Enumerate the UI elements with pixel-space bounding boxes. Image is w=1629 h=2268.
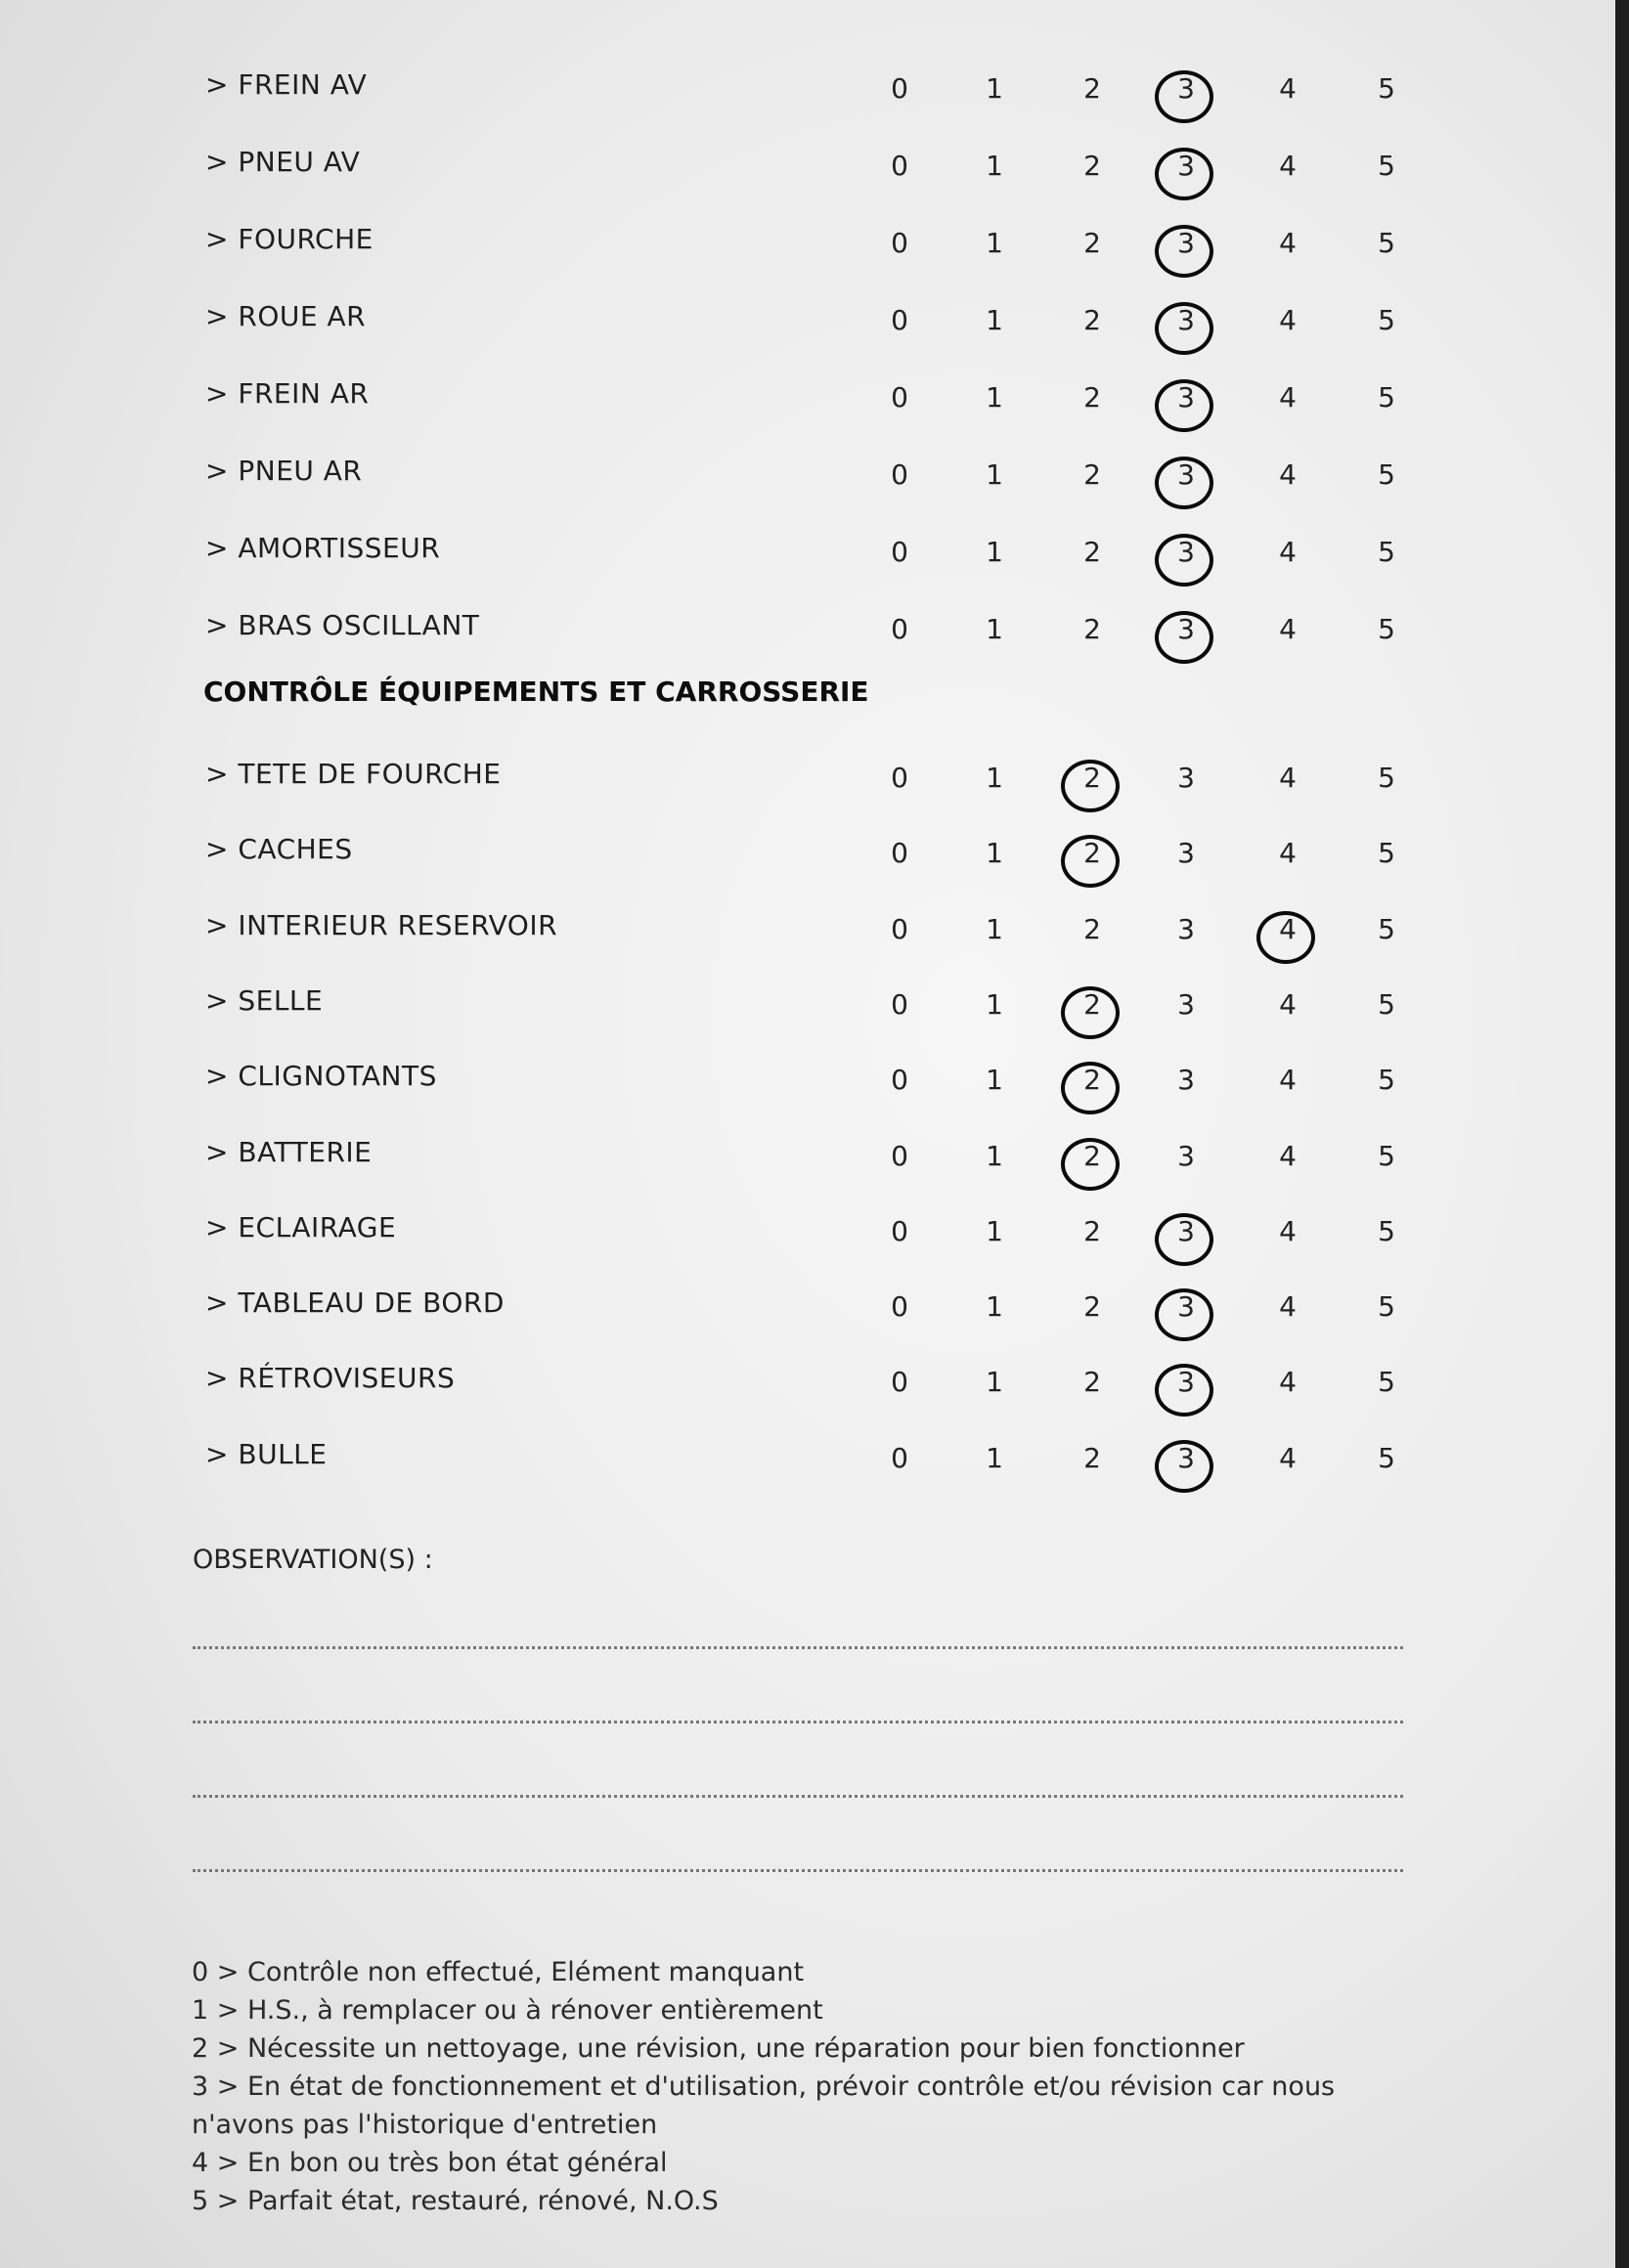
rating-option-0[interactable] bbox=[880, 381, 919, 414]
rating-option-5[interactable] bbox=[1367, 1442, 1406, 1474]
rating-option-value: 4 bbox=[1279, 1441, 1297, 1474]
rating-option-value: 3 bbox=[1177, 1064, 1195, 1097]
rating-option-5[interactable] bbox=[1367, 988, 1406, 1021]
rating-option-1[interactable] bbox=[975, 1140, 1014, 1172]
rating-option-0[interactable] bbox=[880, 1290, 919, 1323]
rating-row bbox=[0, 825, 1615, 884]
rating-row-label: > ECLAIRAGE bbox=[205, 1210, 397, 1243]
rating-option-value: 0 bbox=[891, 381, 908, 414]
selection-circle bbox=[1155, 1288, 1213, 1341]
rating-option-0[interactable] bbox=[880, 762, 919, 794]
rating-option-value: 1 bbox=[986, 1139, 1003, 1172]
rating-option-value: 1 bbox=[986, 912, 1003, 945]
rating-option-2[interactable] bbox=[1073, 458, 1112, 491]
rating-option-value: 2 bbox=[1083, 150, 1101, 182]
rating-option-0[interactable] bbox=[880, 458, 919, 491]
rating-option-3[interactable] bbox=[1167, 613, 1206, 645]
rating-option-value: 5 bbox=[1378, 1290, 1395, 1324]
rating-option-4[interactable] bbox=[1268, 381, 1307, 414]
rating-option-5[interactable] bbox=[1367, 227, 1406, 259]
rating-option-4[interactable] bbox=[1268, 762, 1307, 794]
rating-option-value: 1 bbox=[986, 227, 1003, 259]
rating-row bbox=[0, 1052, 1615, 1111]
rating-option-value: 3 bbox=[1177, 72, 1195, 105]
rating-option-value: 0 bbox=[891, 1290, 908, 1324]
rating-option-value: 0 bbox=[891, 987, 908, 1021]
rating-option-value: 5 bbox=[1378, 72, 1395, 105]
rating-option-4[interactable] bbox=[1268, 1290, 1307, 1323]
rating-option-value: 4 bbox=[1279, 381, 1297, 414]
rating-option-1[interactable] bbox=[975, 837, 1014, 869]
rating-option-value: 0 bbox=[891, 1441, 908, 1474]
legend-line: n'avons pas l'historique d'entretien bbox=[192, 2110, 658, 2140]
rating-row-label: > PNEU AV bbox=[205, 146, 361, 178]
rating-option-2[interactable] bbox=[1073, 304, 1112, 336]
rating-option-value: 0 bbox=[891, 613, 908, 645]
rating-option-1[interactable] bbox=[975, 458, 1014, 491]
rating-option-value: 3 bbox=[1177, 227, 1195, 259]
rating-option-value: 0 bbox=[891, 227, 908, 259]
rating-option-3[interactable] bbox=[1167, 837, 1206, 869]
rating-option-1[interactable] bbox=[975, 72, 1014, 105]
rating-option-value: 0 bbox=[891, 1064, 908, 1097]
rating-option-5[interactable] bbox=[1367, 1366, 1406, 1398]
rating-option-value: 5 bbox=[1378, 227, 1395, 259]
rating-option-0[interactable] bbox=[880, 150, 919, 182]
rating-option-value: 3 bbox=[1177, 536, 1195, 568]
rating-option-2[interactable] bbox=[1073, 762, 1112, 794]
rating-option-value: 1 bbox=[986, 1366, 1003, 1399]
rating-option-3[interactable] bbox=[1167, 1064, 1206, 1096]
rating-option-4[interactable] bbox=[1268, 1140, 1307, 1172]
rating-row bbox=[0, 1279, 1615, 1337]
rating-option-value: 5 bbox=[1378, 1064, 1395, 1097]
rating-option-1[interactable] bbox=[975, 536, 1014, 568]
rating-option-value: 1 bbox=[986, 304, 1003, 336]
rating-row bbox=[0, 977, 1615, 1035]
rating-option-value: 2 bbox=[1083, 536, 1101, 568]
rating-option-5[interactable] bbox=[1367, 762, 1406, 794]
rating-option-2[interactable] bbox=[1073, 72, 1112, 105]
selection-circle bbox=[1256, 911, 1315, 964]
legend-line: 1 > H.S., à remplacer ou à rénover entièrement bbox=[192, 1995, 823, 2026]
rating-option-value: 1 bbox=[986, 613, 1003, 645]
rating-row-label: > AMORTISSEUR bbox=[205, 532, 441, 564]
rating-option-value: 4 bbox=[1279, 304, 1297, 336]
selection-circle bbox=[1155, 1213, 1213, 1266]
rating-option-4[interactable] bbox=[1268, 458, 1307, 491]
rating-legend bbox=[192, 1953, 1414, 2220]
rating-option-1[interactable] bbox=[975, 1064, 1014, 1096]
rating-row bbox=[0, 447, 1615, 505]
selection-circle bbox=[1061, 1062, 1120, 1114]
rating-option-3[interactable] bbox=[1167, 1442, 1206, 1474]
rating-option-2[interactable] bbox=[1073, 913, 1112, 945]
rating-option-value: 3 bbox=[1177, 1139, 1195, 1172]
rating-option-1[interactable] bbox=[975, 150, 1014, 182]
rating-option-5[interactable] bbox=[1367, 536, 1406, 568]
rating-option-value: 0 bbox=[891, 762, 908, 794]
rating-option-value: 1 bbox=[986, 987, 1003, 1021]
selection-circle bbox=[1155, 1440, 1213, 1493]
rating-option-1[interactable] bbox=[975, 1290, 1014, 1323]
rating-option-value: 2 bbox=[1083, 1441, 1101, 1474]
rating-option-value: 3 bbox=[1177, 1366, 1195, 1399]
rating-option-value: 5 bbox=[1378, 1441, 1395, 1474]
rating-option-2[interactable] bbox=[1073, 1366, 1112, 1398]
rating-option-5[interactable] bbox=[1367, 837, 1406, 869]
rating-option-value: 3 bbox=[1177, 150, 1195, 182]
rating-option-value: 0 bbox=[891, 837, 908, 870]
rating-option-2[interactable] bbox=[1073, 1290, 1112, 1323]
rating-option-value: 1 bbox=[986, 1441, 1003, 1474]
rating-option-3[interactable] bbox=[1167, 1290, 1206, 1323]
rating-option-value: 4 bbox=[1279, 1366, 1297, 1399]
rating-option-value: 5 bbox=[1378, 762, 1395, 794]
rating-option-0[interactable] bbox=[880, 1442, 919, 1474]
rating-option-value: 1 bbox=[986, 536, 1003, 568]
rating-option-value: 2 bbox=[1083, 227, 1101, 259]
rating-option-3[interactable] bbox=[1167, 1215, 1206, 1247]
rating-option-2[interactable] bbox=[1073, 1140, 1112, 1172]
observation-line[interactable] bbox=[193, 1795, 1403, 1798]
rating-option-4[interactable] bbox=[1268, 227, 1307, 259]
rating-option-5[interactable] bbox=[1367, 613, 1406, 645]
legend-line: 3 > En état de fonctionnement et d'utilisation, prévoir contrôle et/ou révision car nous bbox=[192, 2072, 1336, 2102]
rating-option-value: 0 bbox=[891, 1139, 908, 1172]
rating-option-value: 4 bbox=[1279, 613, 1297, 645]
rating-option-value: 5 bbox=[1378, 1139, 1395, 1172]
rating-option-value: 0 bbox=[891, 1214, 908, 1247]
rating-row-label: > CLIGNOTANTS bbox=[205, 1060, 437, 1093]
rating-option-value: 0 bbox=[891, 536, 908, 568]
rating-option-5[interactable] bbox=[1367, 381, 1406, 414]
rating-option-1[interactable] bbox=[975, 913, 1014, 945]
rating-option-3[interactable] bbox=[1167, 458, 1206, 491]
rating-option-5[interactable] bbox=[1367, 304, 1406, 336]
rating-option-5[interactable] bbox=[1367, 72, 1406, 105]
rating-option-value: 4 bbox=[1279, 1290, 1297, 1324]
legend-line: 0 > Contrôle non effectué, Elément manquant bbox=[192, 1957, 805, 1987]
selection-circle bbox=[1155, 148, 1213, 200]
rating-option-1[interactable] bbox=[975, 304, 1014, 336]
observation-line[interactable] bbox=[193, 1869, 1403, 1872]
rating-option-value: 0 bbox=[891, 304, 908, 336]
rating-option-3[interactable] bbox=[1167, 381, 1206, 414]
rating-row-label: > BULLE bbox=[205, 1437, 328, 1470]
rating-option-value: 3 bbox=[1177, 1214, 1195, 1247]
rating-option-value: 4 bbox=[1279, 1139, 1297, 1172]
rating-row bbox=[0, 370, 1615, 428]
rating-option-value: 5 bbox=[1378, 304, 1395, 336]
rating-option-0[interactable] bbox=[880, 1366, 919, 1398]
rating-option-value: 3 bbox=[1177, 837, 1195, 870]
rating-option-value: 1 bbox=[986, 150, 1003, 182]
rating-option-0[interactable] bbox=[880, 304, 919, 336]
rating-option-0[interactable] bbox=[880, 1140, 919, 1172]
rating-option-3[interactable] bbox=[1167, 304, 1206, 336]
legend-line: 5 > Parfait état, restauré, rénové, N.O.S bbox=[192, 2186, 719, 2216]
rating-option-value: 1 bbox=[986, 381, 1003, 414]
rating-option-1[interactable] bbox=[975, 1366, 1014, 1398]
rating-row-label: > RÉTROVISEURS bbox=[205, 1362, 456, 1395]
rating-option-value: 5 bbox=[1378, 458, 1395, 491]
rating-row-label: > FREIN AR bbox=[205, 377, 370, 410]
rating-row-label: > ROUE AR bbox=[205, 300, 367, 332]
rating-option-5[interactable] bbox=[1367, 1215, 1406, 1247]
rating-option-3[interactable] bbox=[1167, 1366, 1206, 1398]
rating-option-5[interactable] bbox=[1367, 458, 1406, 491]
rating-option-0[interactable] bbox=[880, 227, 919, 259]
rating-option-4[interactable] bbox=[1268, 1064, 1307, 1096]
rating-option-value: 2 bbox=[1083, 1214, 1101, 1247]
rating-option-4[interactable] bbox=[1268, 837, 1307, 869]
rating-option-0[interactable] bbox=[880, 1215, 919, 1247]
rating-option-value: 5 bbox=[1378, 536, 1395, 568]
rating-option-4[interactable] bbox=[1268, 536, 1307, 568]
rating-option-3[interactable] bbox=[1167, 913, 1206, 945]
rating-row bbox=[0, 601, 1615, 660]
rating-option-4[interactable] bbox=[1268, 150, 1307, 182]
rating-option-value: 4 bbox=[1279, 150, 1297, 182]
selection-circle bbox=[1061, 986, 1120, 1039]
rating-row bbox=[0, 138, 1615, 196]
rating-row-label: > INTERIEUR RESERVOIR bbox=[205, 908, 558, 941]
rating-option-value: 5 bbox=[1378, 912, 1395, 945]
rating-option-value: 0 bbox=[891, 1366, 908, 1399]
rating-option-4[interactable] bbox=[1268, 72, 1307, 105]
rating-option-0[interactable] bbox=[880, 837, 919, 869]
rating-option-2[interactable] bbox=[1073, 1215, 1112, 1247]
observation-line[interactable] bbox=[193, 1721, 1403, 1723]
rating-option-5[interactable] bbox=[1367, 913, 1406, 945]
rating-option-value: 4 bbox=[1279, 72, 1297, 105]
rating-option-value: 2 bbox=[1083, 762, 1101, 794]
rating-option-value: 0 bbox=[891, 458, 908, 491]
rating-row bbox=[0, 1354, 1615, 1413]
rating-option-1[interactable] bbox=[975, 762, 1014, 794]
rating-option-value: 2 bbox=[1083, 987, 1101, 1021]
rating-option-0[interactable] bbox=[880, 988, 919, 1021]
table-edge bbox=[1615, 0, 1629, 2268]
rating-option-2[interactable] bbox=[1073, 227, 1112, 259]
rating-option-value: 1 bbox=[986, 762, 1003, 794]
rating-option-value: 3 bbox=[1177, 304, 1195, 336]
rating-option-value: 3 bbox=[1177, 1290, 1195, 1324]
rating-option-value: 0 bbox=[891, 150, 908, 182]
rating-option-value: 0 bbox=[891, 912, 908, 945]
rating-option-value: 3 bbox=[1177, 381, 1195, 414]
selection-circle bbox=[1155, 534, 1213, 587]
selection-circle bbox=[1061, 760, 1120, 812]
rating-option-value: 4 bbox=[1279, 837, 1297, 870]
rating-option-value: 1 bbox=[986, 458, 1003, 491]
rating-option-4[interactable] bbox=[1268, 1215, 1307, 1247]
rating-option-value: 4 bbox=[1279, 1214, 1297, 1247]
rating-option-value: 3 bbox=[1177, 613, 1195, 645]
rating-option-1[interactable] bbox=[975, 1215, 1014, 1247]
rating-option-value: 2 bbox=[1083, 1366, 1101, 1399]
rating-option-value: 5 bbox=[1378, 150, 1395, 182]
rating-row bbox=[0, 1203, 1615, 1262]
rating-option-3[interactable] bbox=[1167, 1140, 1206, 1172]
rating-option-value: 1 bbox=[986, 837, 1003, 870]
legend-line: 2 > Nécessite un nettoyage, une révision, une réparation pour bien fonctionner bbox=[192, 2033, 1245, 2064]
rating-option-0[interactable] bbox=[880, 536, 919, 568]
rating-row bbox=[0, 61, 1615, 119]
rating-row bbox=[0, 1430, 1615, 1489]
rating-option-value: 4 bbox=[1279, 458, 1297, 491]
rating-row bbox=[0, 524, 1615, 583]
rating-option-value: 4 bbox=[1279, 536, 1297, 568]
rating-option-value: 3 bbox=[1177, 912, 1195, 945]
rating-option-value: 4 bbox=[1279, 227, 1297, 259]
rating-option-value: 4 bbox=[1279, 762, 1297, 794]
rating-option-2[interactable] bbox=[1073, 381, 1112, 414]
rating-option-3[interactable] bbox=[1167, 988, 1206, 1021]
rating-option-value: 4 bbox=[1279, 1064, 1297, 1097]
rating-option-value: 5 bbox=[1378, 613, 1395, 645]
rating-option-1[interactable] bbox=[975, 381, 1014, 414]
rating-option-0[interactable] bbox=[880, 72, 919, 105]
rating-option-value: 2 bbox=[1083, 1064, 1101, 1097]
rating-option-value: 2 bbox=[1083, 1139, 1101, 1172]
rating-row-label: > TABLEAU DE BORD bbox=[205, 1287, 505, 1320]
rating-option-value: 3 bbox=[1177, 987, 1195, 1021]
rating-option-value: 2 bbox=[1083, 1290, 1101, 1324]
rating-row-label: > FOURCHE bbox=[205, 223, 374, 255]
rating-option-value: 2 bbox=[1083, 304, 1101, 336]
observation-line[interactable] bbox=[193, 1646, 1403, 1649]
rating-option-3[interactable] bbox=[1167, 762, 1206, 794]
rating-option-0[interactable] bbox=[880, 913, 919, 945]
rating-row bbox=[0, 1128, 1615, 1187]
rating-option-4[interactable] bbox=[1268, 1366, 1307, 1398]
rating-option-4[interactable] bbox=[1268, 913, 1307, 945]
rating-option-1[interactable] bbox=[975, 1442, 1014, 1474]
rating-option-value: 3 bbox=[1177, 762, 1195, 794]
rating-option-1[interactable] bbox=[975, 613, 1014, 645]
rating-option-value: 2 bbox=[1083, 837, 1101, 870]
rating-option-2[interactable] bbox=[1073, 1442, 1112, 1474]
rating-row-label: > FREIN AV bbox=[205, 68, 368, 101]
section-title-equipment: CONTRÔLE ÉQUIPEMENTS ET CARROSSERIE bbox=[203, 676, 869, 708]
rating-row-label: > SELLE bbox=[205, 983, 324, 1017]
rating-option-2[interactable] bbox=[1073, 1064, 1112, 1096]
rating-option-4[interactable] bbox=[1268, 1442, 1307, 1474]
rating-row-label: > PNEU AR bbox=[205, 455, 363, 487]
rating-option-value: 1 bbox=[986, 1214, 1003, 1247]
rating-option-value: 5 bbox=[1378, 1366, 1395, 1399]
rating-option-4[interactable] bbox=[1268, 988, 1307, 1021]
rating-option-value: 5 bbox=[1378, 1214, 1395, 1247]
rating-option-value: 3 bbox=[1177, 458, 1195, 491]
rating-option-value: 1 bbox=[986, 1290, 1003, 1324]
rating-option-5[interactable] bbox=[1367, 150, 1406, 182]
rating-option-2[interactable] bbox=[1073, 150, 1112, 182]
rating-option-value: 5 bbox=[1378, 837, 1395, 870]
rating-option-value: 2 bbox=[1083, 458, 1101, 491]
selection-circle bbox=[1155, 1364, 1213, 1417]
selection-circle bbox=[1061, 835, 1120, 888]
rating-option-5[interactable] bbox=[1367, 1140, 1406, 1172]
observations-label: OBSERVATION(S) : bbox=[193, 1545, 433, 1575]
legend-line: 4 > En bon ou très bon état général bbox=[192, 2148, 668, 2178]
rating-option-3[interactable] bbox=[1167, 150, 1206, 182]
rating-option-2[interactable] bbox=[1073, 988, 1112, 1021]
rating-option-5[interactable] bbox=[1367, 1290, 1406, 1323]
rating-row-label: > BATTERIE bbox=[205, 1135, 373, 1168]
rating-row bbox=[0, 901, 1615, 960]
rating-row-label: > TETE DE FOURCHE bbox=[205, 758, 502, 790]
rating-option-value: 2 bbox=[1083, 381, 1101, 414]
selection-circle bbox=[1155, 225, 1213, 278]
rating-option-value: 1 bbox=[986, 1064, 1003, 1097]
rating-option-3[interactable] bbox=[1167, 536, 1206, 568]
rating-option-1[interactable] bbox=[975, 988, 1014, 1021]
rating-option-value: 4 bbox=[1279, 912, 1297, 945]
rating-option-0[interactable] bbox=[880, 1064, 919, 1096]
selection-circle bbox=[1155, 379, 1213, 432]
rating-option-value: 5 bbox=[1378, 987, 1395, 1021]
rating-option-3[interactable] bbox=[1167, 72, 1206, 105]
selection-circle bbox=[1155, 302, 1213, 355]
selection-circle bbox=[1155, 611, 1213, 664]
rating-option-0[interactable] bbox=[880, 613, 919, 645]
rating-row bbox=[0, 750, 1615, 808]
rating-option-2[interactable] bbox=[1073, 613, 1112, 645]
rating-option-value: 1 bbox=[986, 72, 1003, 105]
rating-option-5[interactable] bbox=[1367, 1064, 1406, 1096]
rating-option-2[interactable] bbox=[1073, 536, 1112, 568]
selection-circle bbox=[1155, 457, 1213, 509]
rating-option-value: 4 bbox=[1279, 987, 1297, 1021]
rating-row-label: > BRAS OSCILLANT bbox=[205, 609, 480, 641]
selection-circle bbox=[1061, 1138, 1120, 1191]
rating-row bbox=[0, 215, 1615, 274]
rating-option-value: 5 bbox=[1378, 381, 1395, 414]
selection-circle bbox=[1155, 70, 1213, 123]
rating-option-value: 3 bbox=[1177, 1441, 1195, 1474]
rating-option-3[interactable] bbox=[1167, 227, 1206, 259]
rating-option-4[interactable] bbox=[1268, 304, 1307, 336]
rating-option-4[interactable] bbox=[1268, 613, 1307, 645]
rating-option-value: 2 bbox=[1083, 912, 1101, 945]
rating-option-2[interactable] bbox=[1073, 837, 1112, 869]
rating-option-value: 0 bbox=[891, 72, 908, 105]
rating-option-value: 2 bbox=[1083, 613, 1101, 645]
rating-row-label: > CACHES bbox=[205, 833, 353, 866]
rating-row bbox=[0, 292, 1615, 351]
rating-option-1[interactable] bbox=[975, 227, 1014, 259]
rating-option-value: 2 bbox=[1083, 72, 1101, 105]
